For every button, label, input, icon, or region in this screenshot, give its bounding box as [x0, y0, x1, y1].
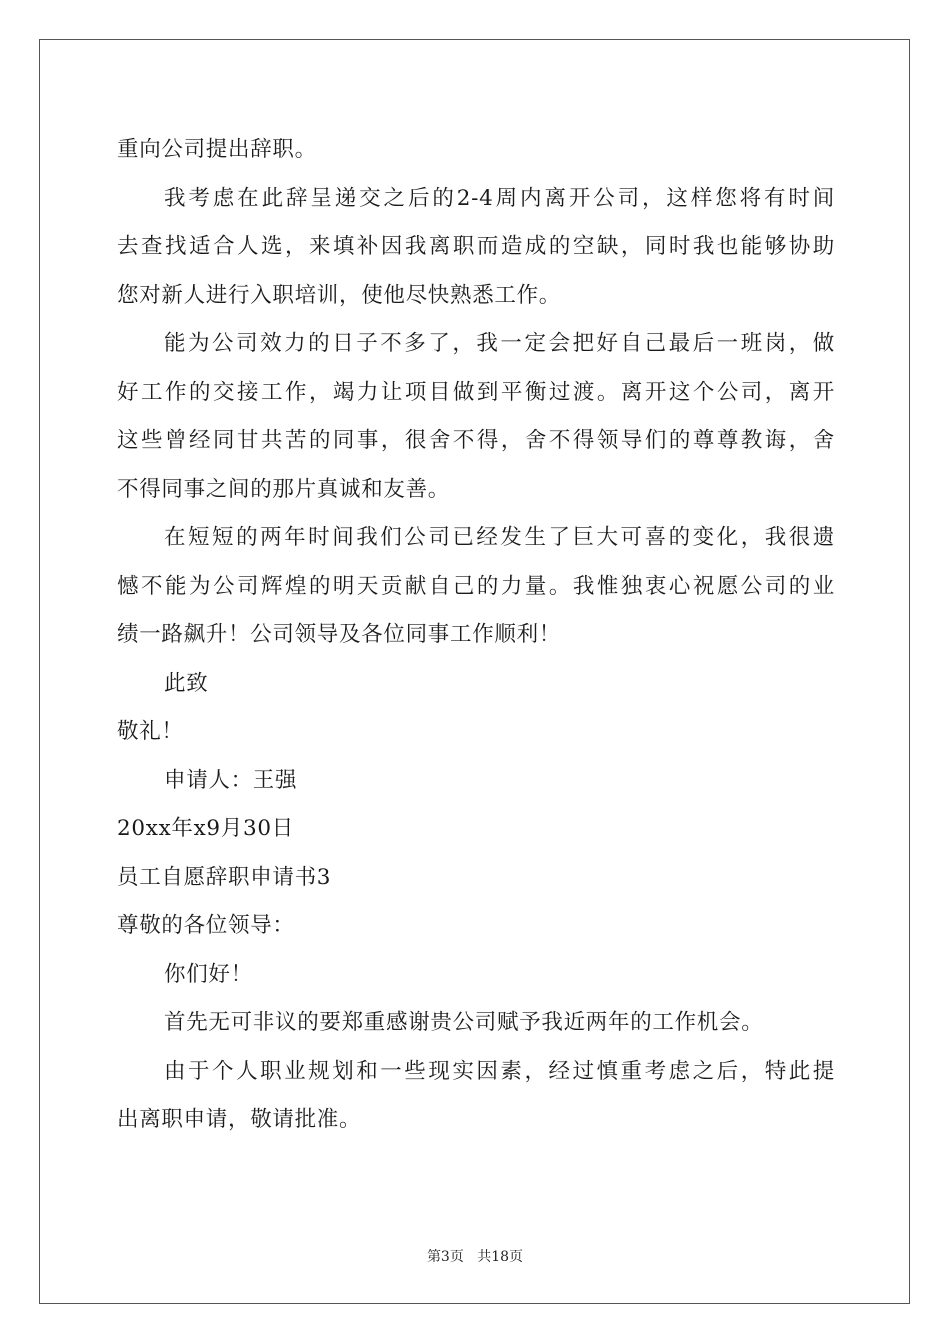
paragraph-line: 绩一路飙升！公司领导及各位同事工作顺利！ — [117, 622, 562, 647]
paragraph-line: 这些曾经同甘共苦的同事，很舍不得，舍不得领导们的尊尊教诲，舍 — [117, 428, 835, 453]
page-total: 共18页 — [477, 1249, 524, 1265]
paragraph-line: 不得同事之间的那片真诚和友善。 — [117, 476, 451, 502]
paragraph-line: 我考虑在此辞呈递交之后的2-4周内离开公司，这样您将有时间 — [164, 185, 835, 211]
closing-regards: 敬礼！ — [117, 719, 184, 744]
letter-greeting: 尊敬的各位领导： — [117, 913, 295, 938]
paragraph-line: 好工作的交接工作，竭力让项目做到平衡过渡。离开这个公司，离开 — [117, 379, 835, 405]
paragraph-line: 出离职申请，敬请批准。 — [117, 1107, 362, 1132]
greeting-line: 你们好！ — [164, 961, 253, 987]
paragraph-line: 去查找适合人选，来填补因我离职而造成的空缺，同时我也能够协助 — [117, 234, 835, 259]
paragraph-line: 由于个人职业规划和一些现实因素，经过慎重考虑之后，特此提 — [164, 1058, 835, 1084]
document-body — [117, 126, 835, 1145]
paragraph-line: 您对新人进行入职培训，使他尽快熟悉工作。 — [117, 282, 562, 308]
page-number: 第3页 — [426, 1249, 464, 1265]
paragraph-line: 能为公司效力的日子不多了，我一定会把好自己最后一班岗，做 — [164, 331, 835, 356]
page-footer — [0, 1246, 950, 1266]
applicant-signature: 申请人：王强 — [164, 767, 298, 793]
section-title: 员工自愿辞职申请书3 — [117, 864, 332, 890]
paragraph-line: 憾不能为公司辉煌的明天贡献自己的力量。我惟独衷心祝愿公司的业 — [117, 573, 835, 599]
letter-date: 20xx年x9月30日 — [117, 816, 294, 841]
paragraph-line: 在短短的两年时间我们公司已经发生了巨大可喜的变化，我很遗 — [164, 525, 835, 550]
paragraph-line: 首先无可非议的要郑重感谢贵公司赋予我近两年的工作机会。 — [164, 1010, 764, 1035]
closing-salutation: 此致 — [164, 670, 209, 696]
paragraph-line: 重向公司提出辞职。 — [117, 137, 317, 162]
